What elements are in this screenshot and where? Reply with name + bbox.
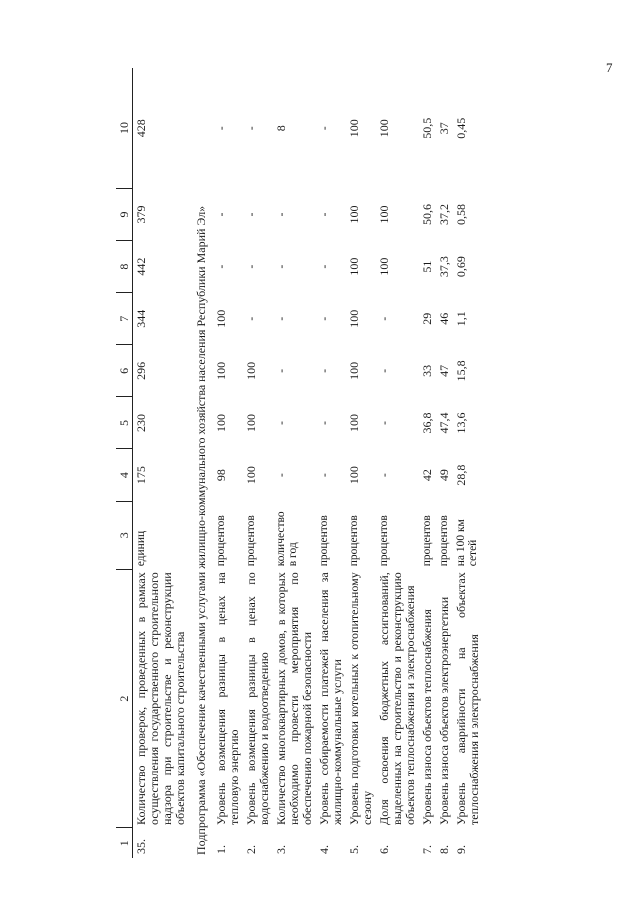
indicator-name: Количество проверок, проведенных в рамках осуществления государственного строительного надзора при строительстве и реконструкции объектов капитального строительства	[134, 572, 187, 825]
value-cell: -	[214, 212, 228, 217]
value-cell: 37,3	[437, 256, 451, 278]
value-cell: -	[274, 212, 288, 217]
value-cell: 100	[347, 466, 361, 485]
value-cell: -	[317, 473, 331, 478]
table-row	[436, 68, 453, 858]
value-cell: 100	[244, 361, 258, 380]
value-cell: -	[274, 473, 288, 478]
value-cell: 8	[274, 125, 288, 132]
value-cell: 0,58	[454, 203, 468, 225]
table-row	[213, 68, 243, 858]
table-row	[243, 68, 273, 858]
value-cell: 15,8	[454, 360, 468, 382]
unit-of-measure: единиц	[135, 530, 147, 567]
value-cell: -	[317, 126, 331, 131]
value-cell: -	[244, 316, 258, 321]
value-cell: -	[214, 126, 228, 131]
table-row	[346, 68, 376, 858]
value-cell: 175	[134, 466, 148, 485]
value-cell: 49	[437, 469, 451, 482]
subprogram-title: Подпрограмма «Обеспечение качественными услугами жилищно-коммунального хозяйства населения Республики Марий Эл»	[194, 205, 208, 855]
row-number: 8.	[437, 845, 451, 854]
indicator-name: Доля освоения бюджетных ассигнований, выделенных на строительство и реконструкцию объектов теплоснабжения и электроснабжения	[377, 572, 417, 825]
value-cell: 100	[347, 361, 361, 380]
value-cell: 50,6	[420, 203, 434, 225]
value-cell: 37	[437, 122, 451, 135]
value-cell: 1,1	[454, 311, 468, 327]
indicator-name: Уровень возмещения разницы в ценах на тепловую энергию	[214, 572, 241, 825]
row-number: 1.	[214, 845, 228, 854]
column-header-2: 2	[116, 569, 133, 828]
value-cell: 379	[134, 205, 148, 224]
value-cell: 428	[134, 119, 148, 138]
column-header-9: 9	[116, 188, 133, 240]
value-cell: 100	[347, 205, 361, 224]
value-cell: 28,8	[454, 464, 468, 486]
unit-of-measure: процентов	[348, 515, 360, 567]
unit-of-measure: на 100 км сетей	[455, 519, 479, 567]
indicator-name: Уровень возмещения разницы в ценах по водоснабжению и водоотведению	[244, 572, 271, 825]
value-cell: 100	[377, 119, 391, 138]
value-cell: 46	[437, 312, 451, 325]
value-cell: 36,8	[420, 412, 434, 434]
value-cell: -	[244, 126, 258, 131]
value-cell: -	[244, 264, 258, 269]
value-cell: 50,5	[420, 117, 434, 139]
rotated-table-page	[116, 68, 524, 858]
value-cell: 0,69	[454, 256, 468, 278]
value-cell: 100	[347, 119, 361, 138]
unit-of-measure: процентов	[421, 515, 433, 567]
indicator-name: Уровень износа объектов теплоснабжения	[420, 609, 434, 825]
table-row	[419, 68, 436, 858]
value-cell: -	[274, 420, 288, 425]
table-row	[273, 68, 316, 858]
value-cell: 100	[214, 413, 228, 432]
table-row	[376, 68, 419, 858]
value-cell: 47,4	[437, 412, 451, 434]
value-cell: 13,6	[454, 412, 468, 434]
value-cell: -	[214, 264, 228, 269]
page-number: 7	[606, 60, 613, 75]
column-header-1: 1	[116, 828, 133, 858]
value-cell: 33	[420, 364, 434, 377]
value-cell: -	[377, 473, 391, 478]
value-cell: 296	[134, 361, 148, 380]
table-body	[133, 68, 484, 858]
column-number-header-row	[116, 68, 133, 858]
value-cell: 100	[377, 257, 391, 276]
value-cell: 100	[214, 361, 228, 380]
indicator-name: Количество многоквартирных домов, в которых необходимо провести мероприятия по обеспечению пожарной безопасности	[274, 572, 314, 825]
value-cell: -	[274, 264, 288, 269]
value-cell: -	[377, 368, 391, 373]
value-cell: 100	[347, 413, 361, 432]
value-cell: 37,2	[437, 203, 451, 225]
column-header-7: 7	[116, 293, 133, 345]
value-cell: -	[317, 368, 331, 373]
value-cell: -	[317, 316, 331, 321]
unit-of-measure: процентов	[318, 515, 330, 567]
column-header-8: 8	[116, 241, 133, 293]
value-cell: 98	[214, 469, 228, 482]
value-cell: -	[317, 264, 331, 269]
row-number: 9.	[454, 845, 468, 854]
column-header-5: 5	[116, 397, 133, 449]
unit-of-measure: процентов	[378, 515, 390, 567]
unit-of-measure: количество в год	[275, 511, 299, 567]
row-number: 35.	[134, 839, 148, 854]
value-cell: 230	[134, 413, 148, 432]
value-cell: 100	[244, 466, 258, 485]
subprogram-header-row	[189, 68, 213, 858]
value-cell: 100	[214, 309, 228, 328]
column-header-3: 3	[116, 501, 133, 569]
value-cell: 42	[420, 469, 434, 482]
value-cell: 344	[134, 309, 148, 328]
row-number: 6.	[377, 845, 391, 854]
row-number: 7.	[420, 845, 434, 854]
value-cell: 51	[420, 260, 434, 273]
indicator-name: Уровень собираемости платежей населения за жилищно-коммунальные услуги	[317, 572, 344, 825]
value-cell: -	[317, 212, 331, 217]
value-cell: 100	[377, 205, 391, 224]
indicators-table	[116, 68, 483, 858]
row-number: 5.	[347, 845, 361, 854]
column-header-6: 6	[116, 345, 133, 397]
value-cell: 0,45	[454, 117, 468, 139]
table-row	[316, 68, 346, 858]
unit-of-measure: процентов	[215, 515, 227, 567]
row-number: 4.	[317, 845, 331, 854]
row-number: 3.	[274, 845, 288, 854]
value-cell: 100	[244, 413, 258, 432]
value-cell: 442	[134, 257, 148, 276]
unit-of-measure: процентов	[245, 515, 257, 567]
value-cell: 29	[420, 312, 434, 325]
value-cell: -	[274, 316, 288, 321]
value-cell: 100	[347, 309, 361, 328]
table-row	[133, 68, 190, 858]
value-cell: -	[377, 316, 391, 321]
indicator-name: Уровень подготовки котельных к отопительному сезону	[347, 572, 374, 825]
unit-of-measure: процентов	[438, 515, 450, 567]
row-number: 2.	[244, 845, 258, 854]
indicator-name: Уровень износа объектов электроэнергетики	[437, 596, 451, 825]
indicator-name: Уровень аварийности на объектах теплоснабжения и электроснабжения	[454, 572, 481, 825]
table-row	[453, 68, 483, 858]
value-cell: -	[244, 212, 258, 217]
value-cell: -	[317, 420, 331, 425]
value-cell: 47	[437, 364, 451, 377]
column-header-4: 4	[116, 449, 133, 501]
value-cell: -	[377, 420, 391, 425]
column-header-10: 10	[116, 68, 133, 188]
value-cell: -	[274, 368, 288, 373]
value-cell: 100	[347, 257, 361, 276]
